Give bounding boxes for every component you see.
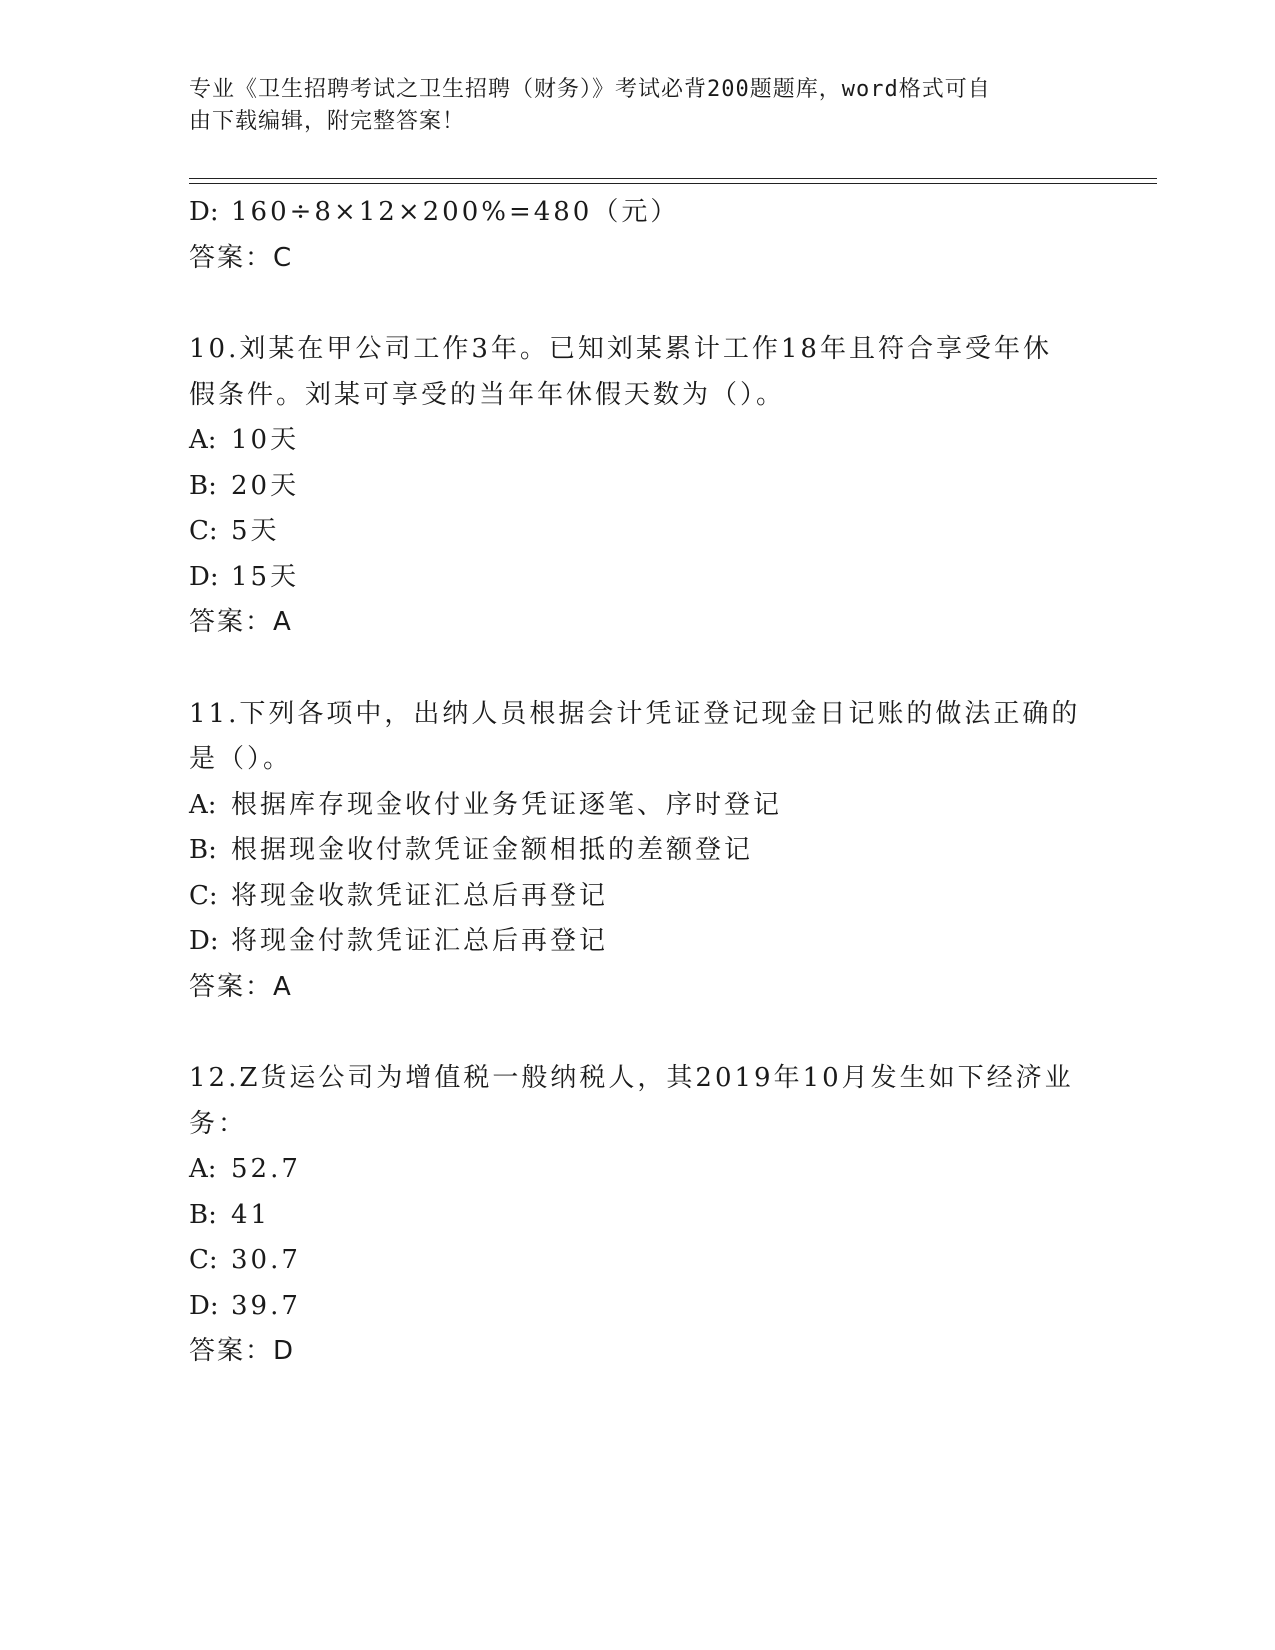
option-d [189,555,1089,601]
option-b [189,828,1089,874]
header-line-1: 专业《卫生招聘考试之卫生招聘（财务）》考试必背200题题库，word格式可自 [189,77,991,102]
option-label: A: [189,1154,217,1184]
option-label: B: [189,835,217,865]
option-text: 52.7 [231,1154,301,1184]
question-12 [189,1056,1089,1375]
option-d [189,919,1089,965]
option-c [189,1238,1089,1284]
option-text: 20天 [231,470,300,501]
question-stem-line: 假条件。刘某可享受的当年年休假天数为（）。 [189,379,786,410]
option-c [189,509,1089,555]
option-text: 30.7 [231,1245,301,1275]
question-11 [189,692,1089,1011]
option-text: 41 [231,1199,271,1230]
option-text: 160÷8×12×200%=480（元） [231,197,680,227]
header-line-2: 由下载编辑，附完整答案！ [189,109,466,134]
option-text: 根据现金收付款凭证金额相抵的差额登记 [231,835,754,865]
question-10 [189,327,1089,646]
option-c [189,874,1089,920]
option-label: A: [189,425,217,455]
option-text: 根据库存现金收付业务凭证逐笔、序时登记 [231,789,783,820]
question-stem-line: 务： [189,1108,248,1139]
header-divider-top [189,178,1157,179]
option-b [189,464,1089,510]
option-label: D: [189,561,219,592]
option-label: C: [189,880,218,911]
option-text: 39.7 [231,1290,301,1321]
option-text: 将现金付款凭证汇总后再登记 [231,926,609,956]
option-text: 5天 [231,516,280,546]
spacer [189,281,1089,327]
answer-line: 答案：A [189,607,293,637]
option-a [189,418,1089,464]
answer-line: 答案：A [189,971,293,1002]
question-content [189,190,1089,1375]
option-a [189,783,1089,829]
option-label: B: [189,470,217,501]
option-text: 将现金收款凭证汇总后再登记 [231,880,609,911]
option-text: 15天 [231,561,300,592]
option-label: D: [189,1290,219,1321]
option-label: C: [189,1245,218,1275]
question-stem-line: 12.Z货运公司为增值税一般纳税人，其2019年10月发生如下经济业 [189,1063,1074,1093]
option-label: D: [189,926,219,956]
option-d [189,1284,1089,1330]
answer-line: 答案：D [189,1336,296,1366]
answer-line: 答案：C [189,242,294,273]
question-stem-line: 是（）。 [189,744,293,774]
spacer [189,646,1089,692]
option-label: B: [189,1199,217,1230]
option-b [189,1193,1089,1239]
option-label: D: [189,197,219,227]
option-label: A: [189,789,217,820]
option-text: 10天 [231,425,300,455]
header-divider-bottom [189,183,1157,184]
option-label: C: [189,516,218,546]
option-d [189,190,1089,236]
question-stem-line: 11.下列各项中，出纳人员根据会计凭证登记现金日记账的做法正确的 [189,698,1081,729]
spacer [189,1010,1089,1056]
option-a [189,1147,1089,1193]
question-stem-line: 10.刘某在甲公司工作3年。已知刘某累计工作18年且符合享受年休 [189,334,1052,364]
document-header [189,74,1069,138]
